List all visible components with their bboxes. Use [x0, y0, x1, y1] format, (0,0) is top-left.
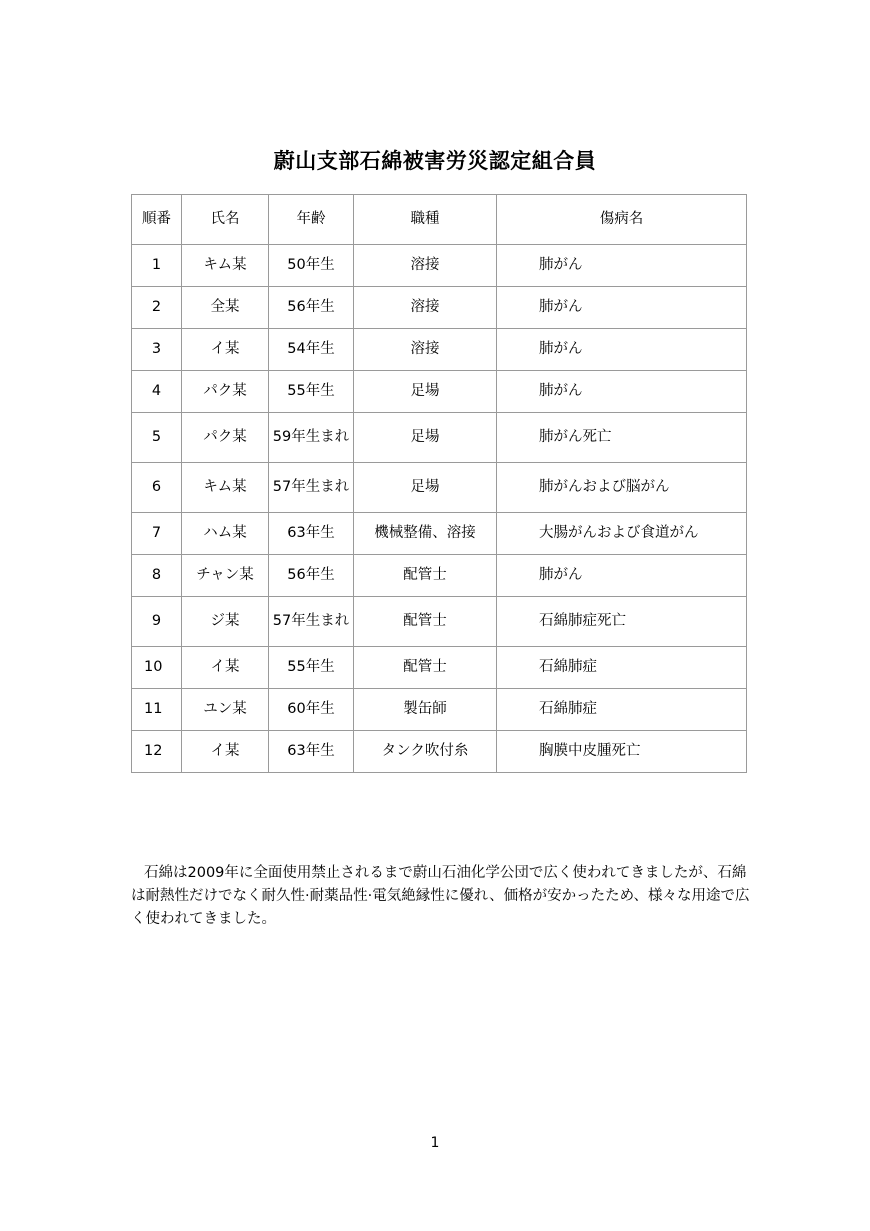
cell-job: 足場: [354, 371, 497, 413]
cell-job: 溶接: [354, 329, 497, 371]
cell-job: 配管士: [354, 647, 497, 689]
header-job: 職種: [354, 195, 497, 245]
cell-name: イ某: [182, 647, 269, 689]
cell-disease: 肺がん死亡: [497, 413, 747, 463]
cell-name: チャン某: [182, 555, 269, 597]
table-row: [132, 463, 747, 513]
cell-number: 6: [132, 463, 182, 513]
table-row: [132, 555, 747, 597]
table-row: [132, 513, 747, 555]
cell-name: ハム某: [182, 513, 269, 555]
table-row: [132, 245, 747, 287]
cell-number: 8: [132, 555, 182, 597]
table-row: [132, 689, 747, 731]
cell-age: 57年生まれ: [269, 463, 354, 513]
cell-name: キム某: [182, 245, 269, 287]
cell-number: 3: [132, 329, 182, 371]
table-row: [132, 287, 747, 329]
cell-job: 製缶師: [354, 689, 497, 731]
cell-number: 1: [132, 245, 182, 287]
cell-name: 全某: [182, 287, 269, 329]
cell-age: 57年生まれ: [269, 597, 354, 647]
cell-number: 12: [132, 731, 182, 773]
cell-job: 溶接: [354, 245, 497, 287]
body-paragraph: 石綿は2009年に全面使用禁止されるまで蔚山石油化学公団で広く使われてきましたが、石綿は耐熱性だけでなく耐久性·耐薬品性·電気絶縁性に優れ、価格が安かったため、様々な用途で広く使われてきました。: [131, 865, 750, 927]
cell-age: 56年生: [269, 287, 354, 329]
header-number: 順番: [132, 195, 182, 245]
cell-number: 10: [132, 647, 182, 689]
cell-job: 足場: [354, 413, 497, 463]
cell-name: パク某: [182, 413, 269, 463]
cell-disease: 石綿肺症: [497, 689, 747, 731]
table-row: [132, 371, 747, 413]
cell-age: 54年生: [269, 329, 354, 371]
cell-age: 59年生まれ: [269, 413, 354, 463]
cell-disease: 肺がん: [497, 329, 747, 371]
cell-age: 56年生: [269, 555, 354, 597]
cell-disease: 胸膜中皮腫死亡: [497, 731, 747, 773]
cell-name: キム某: [182, 463, 269, 513]
cell-number: 5: [132, 413, 182, 463]
cell-name: ジ某: [182, 597, 269, 647]
table-row: [132, 597, 747, 647]
cell-number: 9: [132, 597, 182, 647]
cell-disease: 肺がん: [497, 287, 747, 329]
header-age: 年齢: [269, 195, 354, 245]
table-row: [132, 413, 747, 463]
cell-age: 55年生: [269, 647, 354, 689]
cell-job: 足場: [354, 463, 497, 513]
cell-age: 50年生: [269, 245, 354, 287]
cell-job: タンク吹付糸: [354, 731, 497, 773]
cell-disease: 肺がん: [497, 555, 747, 597]
cell-age: 63年生: [269, 513, 354, 555]
cell-disease: 石綿肺症死亡: [497, 597, 747, 647]
cell-job: 配管士: [354, 555, 497, 597]
cell-number: 11: [132, 689, 182, 731]
cell-job: 機械整備、溶接: [354, 513, 497, 555]
table-header-row: [132, 195, 747, 245]
document-title: 蔚山支部石綿被害労災認定組合員: [273, 149, 597, 173]
cell-disease: 肺がんおよび脳がん: [497, 463, 747, 513]
cell-name: ユン某: [182, 689, 269, 731]
table-row: [132, 647, 747, 689]
table-row: [132, 731, 747, 773]
cell-age: 60年生: [269, 689, 354, 731]
cell-number: 2: [132, 287, 182, 329]
cell-disease: 大腸がんおよび食道がん: [497, 513, 747, 555]
table-row: [132, 329, 747, 371]
cell-name: イ某: [182, 329, 269, 371]
cell-name: イ某: [182, 731, 269, 773]
members-table: [131, 194, 747, 773]
page-number: 1: [430, 1135, 440, 1151]
cell-job: 溶接: [354, 287, 497, 329]
cell-disease: 肺がん: [497, 371, 747, 413]
cell-disease: 肺がん: [497, 245, 747, 287]
cell-name: パク某: [182, 371, 269, 413]
cell-age: 63年生: [269, 731, 354, 773]
cell-job: 配管士: [354, 597, 497, 647]
header-name: 氏名: [182, 195, 269, 245]
cell-number: 4: [132, 371, 182, 413]
cell-age: 55年生: [269, 371, 354, 413]
cell-number: 7: [132, 513, 182, 555]
cell-disease: 石綿肺症: [497, 647, 747, 689]
header-disease: 傷病名: [497, 195, 747, 245]
